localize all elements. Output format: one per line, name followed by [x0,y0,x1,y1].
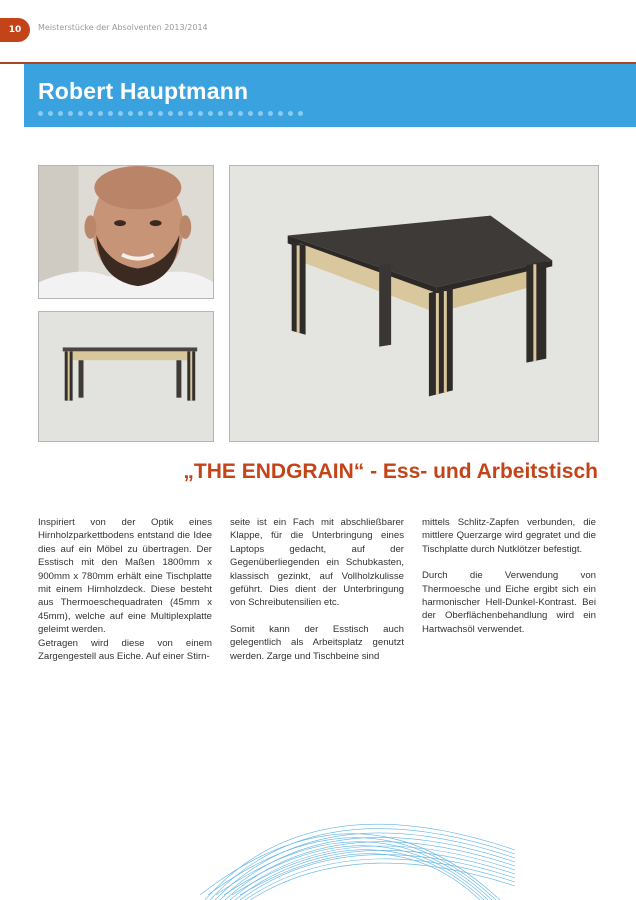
paragraph: seite ist ein Fach mit abschließbarer Klappe, für die Unterbringung eines Laptops gedacht, auf der Gegenüberliegenden ein Schubkasten, klassisch gezinkt, auf Vollholzkulisse geführt. Dies dient der Unterbringung von Schreibutensilien etc. [230,517,404,609]
text-column-2 [230,516,404,663]
paragraph: Durch die Verwendung von Thermoesche und Eiche ergibt sich ein harmonischer Hell-Dunkel-Kontrast. Bei der Oberflächenbehandlung wird ein Hartwachsöl verwendet. [422,570,596,635]
dot-ornament [38,111,303,116]
portrait-photo [38,165,214,299]
running-title: Meisterstücke der Absolventen 2013/2014 [38,23,208,32]
paragraph: Inspiriert von der Optik eines Hirnholzparkettbodens entstand die Idee dies auf ein Möbel zu übertragen. Der Esstisch mit den Maßen 1800mm x 900mm x 780mm erhält eine Tischplatte mit einem Hirnholzdeck. Diese besteht aus Thermoeschequadraten (45mm x 45mm), welche auf eine Multiplexplatte geleimt werden. [38,517,212,636]
paragraph: Somit kann der Esstisch auch gelegentlich als Arbeitsplatz genutzt werden. Zarge und Tischbeine sind [230,623,404,662]
page-number-badge: 10 [0,18,30,42]
table-perspective-photo [229,165,599,442]
decorative-wave-lines [200,790,520,900]
article-title: „THE ENDGRAIN“ - Ess- und Arbeitstisch [183,460,598,483]
author-name: Robert Hauptmann [38,78,249,104]
table-front-view-photo [38,311,214,442]
author-banner [24,64,636,127]
text-column-3 [422,516,596,636]
paragraph: mittels Schlitz-Zapfen verbunden, die mittlere Querzarge wird gegratet und die Tischplatte durch Nutklötzer befestigt. [422,517,596,555]
text-column-1 [38,516,212,663]
paragraph: Getragen wird diese von einem Zargengestell aus Eiche. Auf einer Stirn- [38,637,212,663]
